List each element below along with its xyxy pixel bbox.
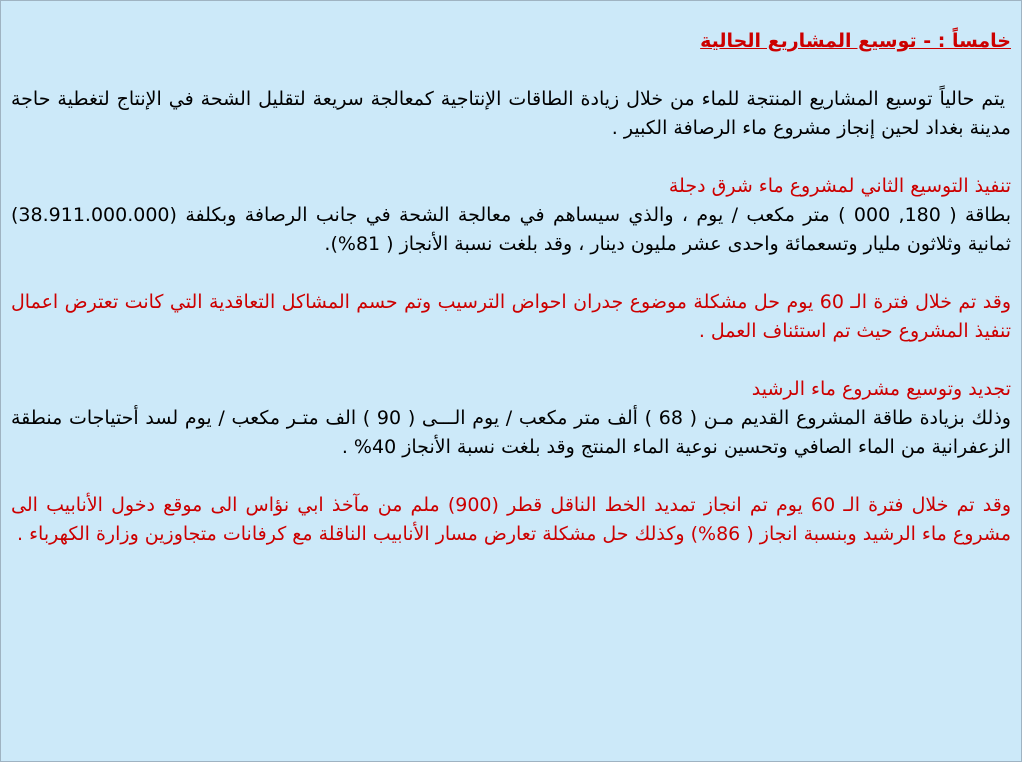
section2-note: وقد تم خلال فترة الـ 60 يوم تم انجاز تمديد الخط الناقل قطر (900) ملم من مآخذ ابي نؤاس الى موقع دخول الأنابيب الى مشروع ماء الرشيد وبنسبة انجاز ( 86%) وكذلك حل مشكلة تعارض مسار الأنابيب الناقلة مع كرفانات متجاوزين وزارة الكهرباء .: [11, 494, 1011, 545]
section2-body: وذلك بزيادة طاقة المشروع القديم مـن ( 68 ) ألف متر مكعب / يوم الـــى ( 90 ) الف متـر مكعب / يوم لسد أحتياجات منطقة الزعفرانية من الماء الصافي وتحسين نوعية الماء المنتج وقد بلغت نسبة الأنجاز 40% .: [11, 407, 1011, 458]
spacer: [11, 143, 1011, 172]
intro-paragraph: يتم حالياً توسيع المشاريع المنتجة للماء من خلال زيادة الطاقات الإنتاجية كمعالجة سريعة لتقليل الشحة في الإنتاج لتغطية حاجة مدينة بغداد لحين إنجاز مشروع ماء الرصافة الكبير .: [11, 88, 1011, 139]
section1-body: بطاقة ( 180, 000 ) متر مكعب / يوم ، والذي سيساهم في معالجة الشحة في جانب الرصافة وبكلفة (38.911.000.000) ثمانية وثلاثون مليار وتسعمائة واحدى عشر مليون دينار ، وقد بلغت نسبة الأنجاز ( 81%).: [11, 204, 1011, 255]
spacer: [11, 462, 1011, 491]
section1-heading: تنفيذ التوسيع الثاني لمشروع ماء شرق دجلة: [668, 175, 1011, 197]
slide-title: خامساً : - توسيع المشاريع الحالية: [700, 30, 1011, 52]
section2-heading: تجديد وتوسيع مشروع ماء الرشيد: [751, 378, 1011, 400]
spacer: [11, 346, 1011, 375]
section1-note: وقد تم خلال فترة الـ 60 يوم حل مشكلة موضوع جدران احواض الترسيب وتم حسم المشاكل التعاقدية التي كانت تعترض اعمال تنفيذ المشروع حيث تم استئناف العمل .: [11, 291, 1011, 342]
spacer: [11, 259, 1011, 288]
slide-text-body: [11, 27, 1011, 549]
